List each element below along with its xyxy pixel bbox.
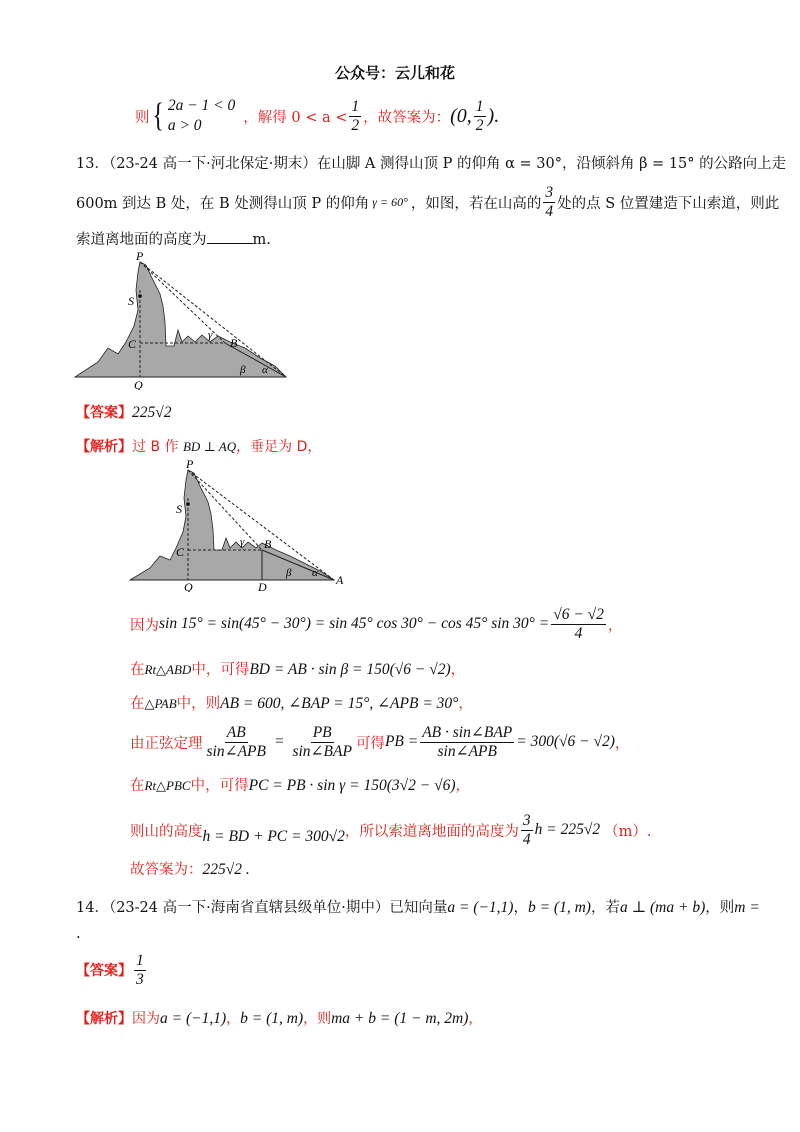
carry-answer-label: ，故答案为： [363, 109, 451, 126]
q13-answer-row [76, 402, 172, 422]
label-beta-2: β [286, 567, 292, 579]
step-5 [130, 774, 470, 795]
q13-answer-value: 225√2 [132, 404, 172, 421]
q13-line-2 [76, 184, 779, 221]
label-b: B [230, 336, 238, 350]
q13-answer-tag: 【答案】 [76, 405, 132, 421]
step-4-pb: PB = [384, 733, 419, 751]
label-d-2: D [258, 580, 267, 592]
step-3-triangle: △PAB [144, 696, 177, 711]
q14-dot: . [76, 926, 81, 942]
q14-line-1 [76, 896, 760, 917]
step-2 [130, 658, 465, 679]
step-3-mid: 中，则 [176, 696, 221, 712]
carry-prefix: 则 [135, 109, 150, 126]
point-s [138, 294, 142, 298]
step-1-end: ， [607, 617, 623, 634]
q14-answer-numerator: 1 [136, 952, 144, 969]
step-1 [130, 606, 622, 643]
q14-text: 14．（23-24 高一下·海南省直辖县级单位·期中）已知向量 [76, 900, 448, 916]
inequality-system [150, 96, 236, 136]
label-alpha: α [262, 364, 268, 376]
q13-frac-numerator: 3 [545, 184, 554, 201]
step-4-f3-denominator: sin∠APB [437, 742, 497, 760]
step-4-mid: 可得 [355, 735, 385, 752]
page-header: 公众号：云儿和花 [335, 64, 456, 82]
q13-three-quarters [543, 184, 555, 221]
q14-a-vector: a = (−1,1) [447, 899, 514, 916]
interval-open: (0, [450, 104, 472, 127]
label-c-2: C [176, 545, 185, 559]
q13-line-2c: 处的点 S 位置建造下山索道，则此 [557, 195, 780, 212]
step-7-label: 故答案为： [130, 862, 203, 878]
step-4-f2-denominator: sin∠BAP [292, 742, 352, 760]
label-q-2: Q [184, 580, 193, 592]
q14-analysis-row [76, 1008, 482, 1028]
half-fraction [349, 98, 361, 135]
label-s-2: S [176, 502, 182, 516]
step-4-end: ， [614, 735, 630, 752]
q13-line-3 [76, 228, 271, 249]
interval-denominator: 2 [475, 116, 484, 134]
label-c: C [128, 337, 137, 351]
answer-blank [207, 229, 253, 244]
q13-bd-perp: BD ⊥ AQ [182, 439, 237, 454]
mountain-figure-1 [70, 250, 300, 390]
q14-a1-sep: ， [226, 1011, 241, 1027]
half-numerator: 1 [351, 97, 360, 115]
interval-numerator: 1 [475, 97, 484, 115]
step-3-end: ， [458, 696, 473, 712]
system-row-1: 2a − 1 < 0 [167, 97, 236, 114]
q13-line-3-text: 索道离地面的高度为 [76, 232, 207, 248]
step-4-f1-numerator: AB [226, 724, 246, 741]
q14-answer-fraction [134, 952, 146, 989]
step-3 [130, 692, 473, 713]
label-p-2: P [186, 458, 194, 471]
step-2-expr: BD = AB · sin β = 150(√6 − √2) [249, 661, 451, 678]
q13-line-3-end: m. [252, 232, 271, 248]
label-s: S [128, 294, 134, 308]
q14-analysis-tag: 【解析】 [76, 1011, 132, 1027]
q14-answer-tag: 【答案】 [76, 963, 132, 980]
q14-answer-row [76, 952, 148, 989]
label-q: Q [134, 378, 143, 390]
q14-condition: a ⊥ (ma + b) [619, 899, 706, 916]
q13-line-2b: ，如图，若在山高的 [410, 195, 542, 212]
step-6-expr: h = BD + PC = 300√2 [202, 828, 345, 846]
step-1-expr: sin 15° = sin(45° − 30°) = sin 45° cos 30° − cos 45° sin 30° = [159, 615, 550, 633]
label-gamma-2: γ [240, 536, 245, 548]
q14-a1-a: a = (−1,1) [160, 1010, 227, 1027]
step-2-triangle: Rt△ABD [144, 662, 192, 677]
step-7-value: 225√2 . [202, 861, 250, 878]
q14-a1-b: b = (1, m) [240, 1010, 304, 1027]
carry-solve: ，解得 0 < a < [243, 109, 348, 126]
step-4 [130, 724, 629, 761]
mountain-shape-2 [130, 470, 334, 580]
step-1-denominator: 4 [574, 624, 583, 642]
step-6-unit: （m）. [604, 823, 652, 840]
step-4-label: 由正弦定理 [130, 735, 203, 752]
step-6-denominator: 4 [522, 830, 531, 848]
step-4-equals: = [273, 733, 285, 751]
step-6-label: 则山的高度 [130, 823, 203, 840]
brace-glyph: { [151, 97, 164, 135]
q13-analysis-row [76, 436, 321, 456]
label-alpha-2: α [312, 567, 318, 579]
step-4-f2-numerator: PB [312, 724, 332, 741]
step-1-label: 因为 [130, 617, 159, 634]
label-gamma: γ [208, 329, 213, 341]
q13-frac-denominator: 4 [545, 202, 554, 220]
q13-gamma: γ = 60° [372, 194, 408, 209]
step-6-fraction [521, 812, 533, 849]
q13-analysis-tag: 【解析】 [76, 439, 132, 455]
system-row-2: a > 0 [167, 117, 202, 135]
q14-cond-pre: ，若 [590, 900, 620, 916]
q14-answer-denominator: 3 [136, 970, 144, 988]
step-5-triangle: Rt△PBC [144, 778, 191, 793]
carry-over-line [135, 96, 499, 136]
q14-a1-label: 因为 [132, 1011, 160, 1027]
step-7 [130, 858, 250, 879]
step-1-fraction [551, 606, 606, 643]
q13-line-1: 13．（23-24 高一下·河北保定·期末）在山脚 A 测得山顶 P 的仰角 α = 30°，沿倾斜角 β = 15° 的公路向上走 [76, 156, 787, 172]
q14-a1-then: ，则 [303, 1011, 332, 1027]
step-5-label: 在 [130, 778, 145, 794]
step-4-f1-denominator: sin∠APB [206, 742, 266, 760]
step-5-end: ， [455, 778, 471, 794]
step-6-numerator: 3 [522, 812, 531, 829]
q13-line-2a: 600m 到达 B 处，在 B 处测得山顶 P 的仰角 [76, 195, 370, 212]
interval-fraction [474, 98, 486, 135]
q14-b-vector: b = (1, m) [527, 899, 591, 916]
step-5-mid: 中，可得 [190, 778, 249, 794]
step-5-expr: PC = PB · sin γ = 150(3√2 − √6) [248, 777, 456, 794]
step-3-expr: AB = 600, ∠BAP = 15°, ∠APB = 30° [220, 695, 459, 712]
step-2-label: 在 [130, 662, 145, 678]
q14-m-equals: m = [734, 899, 760, 916]
mountain-figure-2 [128, 458, 348, 592]
label-b-2: B [264, 537, 272, 551]
step-4-fraction-1 [205, 724, 268, 761]
step-1-numerator: √6 − √2 [553, 606, 604, 623]
q13-analysis-intro: 过 B 作 [132, 439, 179, 455]
step-4-fraction-3 [420, 724, 514, 761]
step-2-end: ， [450, 662, 466, 678]
step-3-label: 在 [130, 696, 145, 712]
label-beta: β [240, 364, 246, 376]
q14-a1-end: ， [468, 1011, 483, 1027]
half-denominator: 2 [351, 116, 360, 134]
q13-analysis-foot: ，垂足为 D， [236, 439, 322, 455]
step-2-mid: 中，可得 [191, 662, 250, 678]
q14-sep: ， [513, 900, 528, 916]
label-p: P [136, 250, 144, 263]
interval-close: ). [487, 104, 500, 127]
step-6-result: h = 225√2 [534, 821, 601, 839]
step-6 [130, 812, 651, 849]
q14-cond-post: ，则 [705, 900, 735, 916]
q14-a1-result: ma + b = (1 − m, 2m) [331, 1010, 469, 1027]
step-4-result: = 300(√6 − √2) [516, 733, 615, 751]
label-a-2: A [336, 573, 344, 587]
step-4-fraction-2 [290, 724, 353, 761]
point-s-2 [186, 502, 190, 506]
step-6-mid: ，所以索道离地面的高度为 [344, 823, 519, 840]
step-4-f3-numerator: AB · sin∠BAP [422, 724, 513, 741]
